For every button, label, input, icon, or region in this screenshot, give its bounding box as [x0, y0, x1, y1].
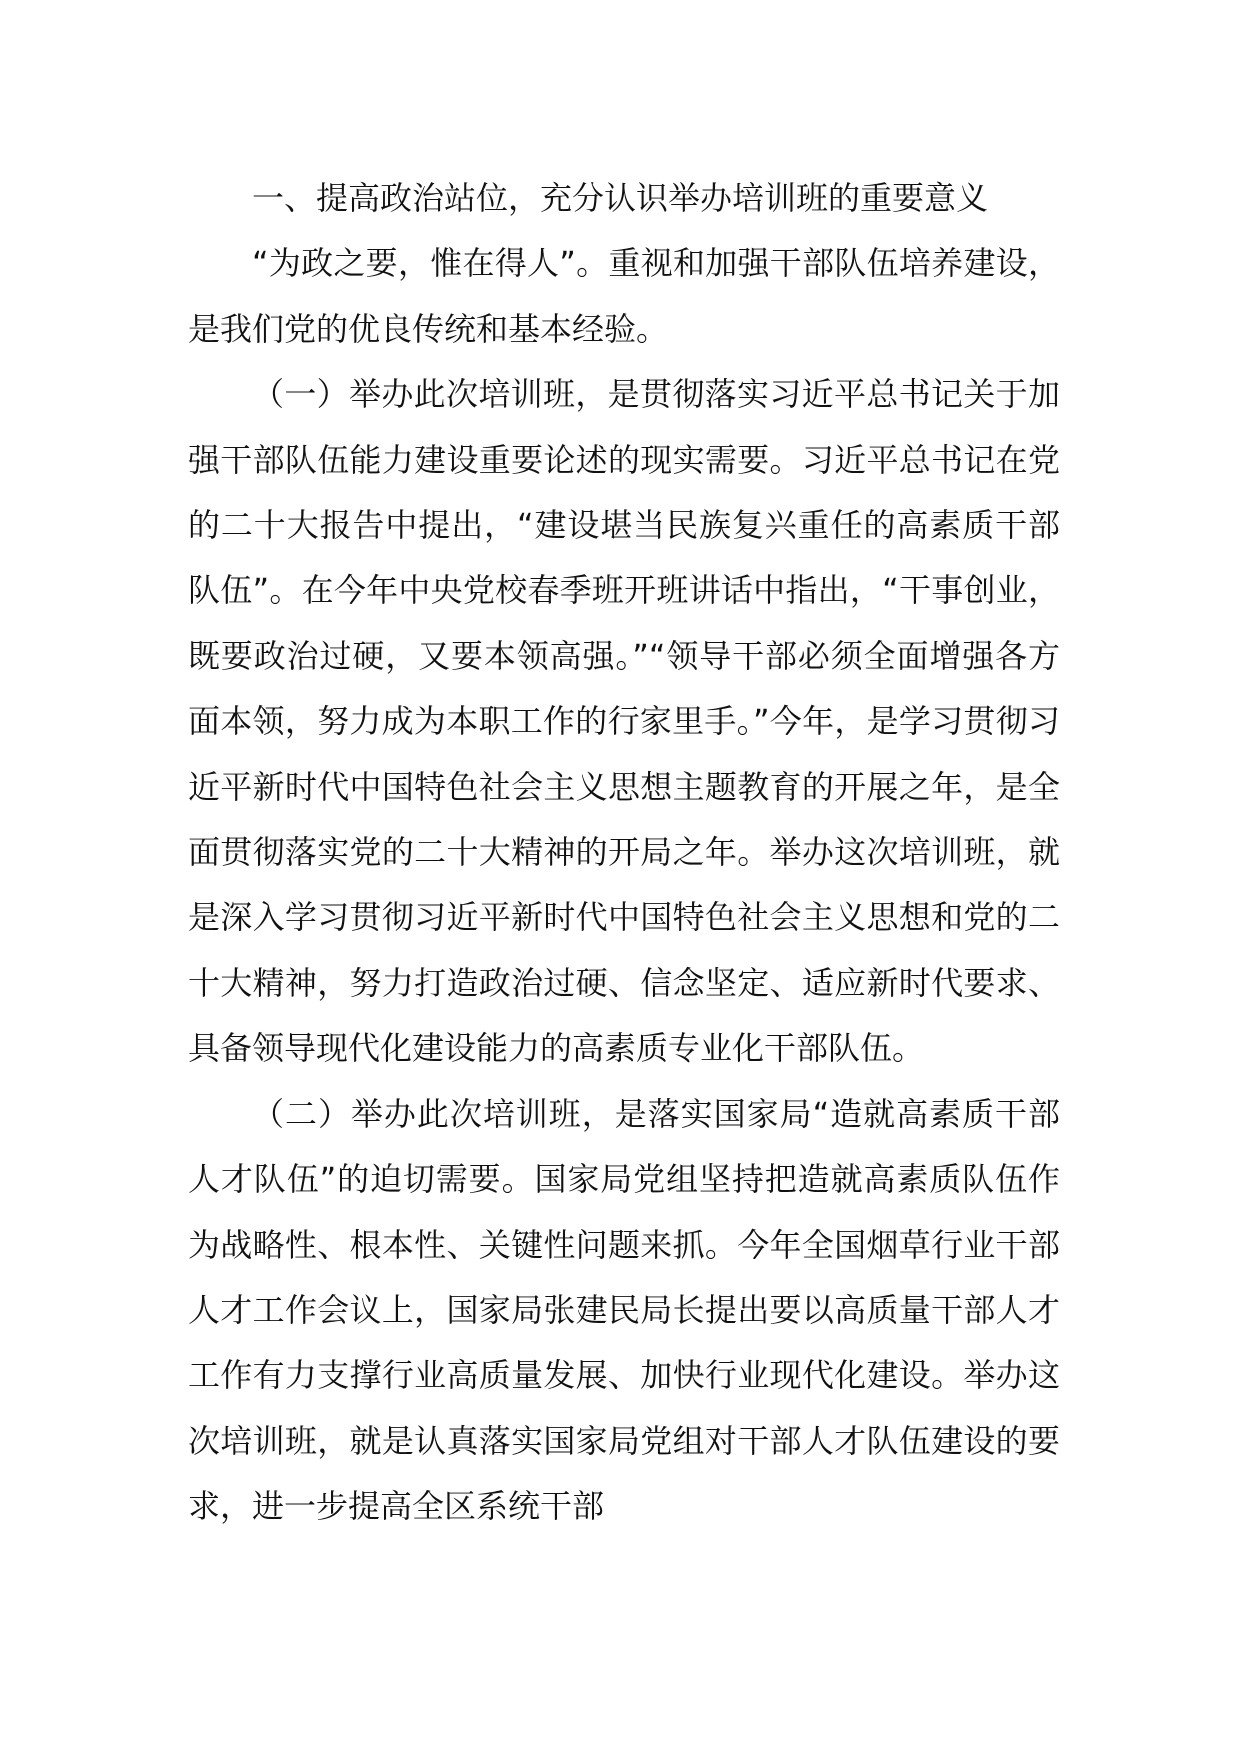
- paragraph-point-one: （一）举办此次培训班，是贯彻落实习近平总书记关于加强干部队伍能力建设重要论述的现实需要。习近平总书记在党的二十大报告中提出，“建设堪当民族复兴重任的高素质干部队伍”。在今年中央党校春季班开班讲话中指出，“干事创业，既要政治过硬，又要本领高强。”“领导干部必须全面增强各方面本领，努力成为本职工作的行家里手。”今年，是学习贯彻习近平新时代中国特色社会主义思想主题教育的开展之年，是全面贯彻落实党的二十大精神的开局之年。举办这次培训班，就是深入学习贯彻习近平新时代中国特色社会主义思想和党的二十大精神，努力打造政治过硬、信念坚定、适应新时代要求、具备领导现代化建设能力的高素质专业化干部队伍。: [188, 375, 1060, 1068]
- document-body: [188, 166, 1060, 1540]
- paragraph-intro: “为政之要，惟在得人”。重视和加强干部队伍培养建设，是我们党的优良传统和基本经验。: [188, 244, 1060, 348]
- paragraph-point-two: （二）举办此次培训班，是落实国家局“造就高素质干部人才队伍”的迫切需要。国家局党组坚持把造就高素质队伍作为战略性、根本性、关键性问题来抓。今年全国烟草行业干部人才工作会议上，国家局张建民局长提出要以高质量干部人才工作有力支撑行业高质量发展、加快行业现代化建设。举办这次培训班，就是认真落实国家局党组对干部人才队伍建设的要求，进一步提高全区系统干部: [188, 1094, 1060, 1526]
- section-heading: 一、提高政治站位，充分认识举办培训班的重要意义: [252, 179, 989, 217]
